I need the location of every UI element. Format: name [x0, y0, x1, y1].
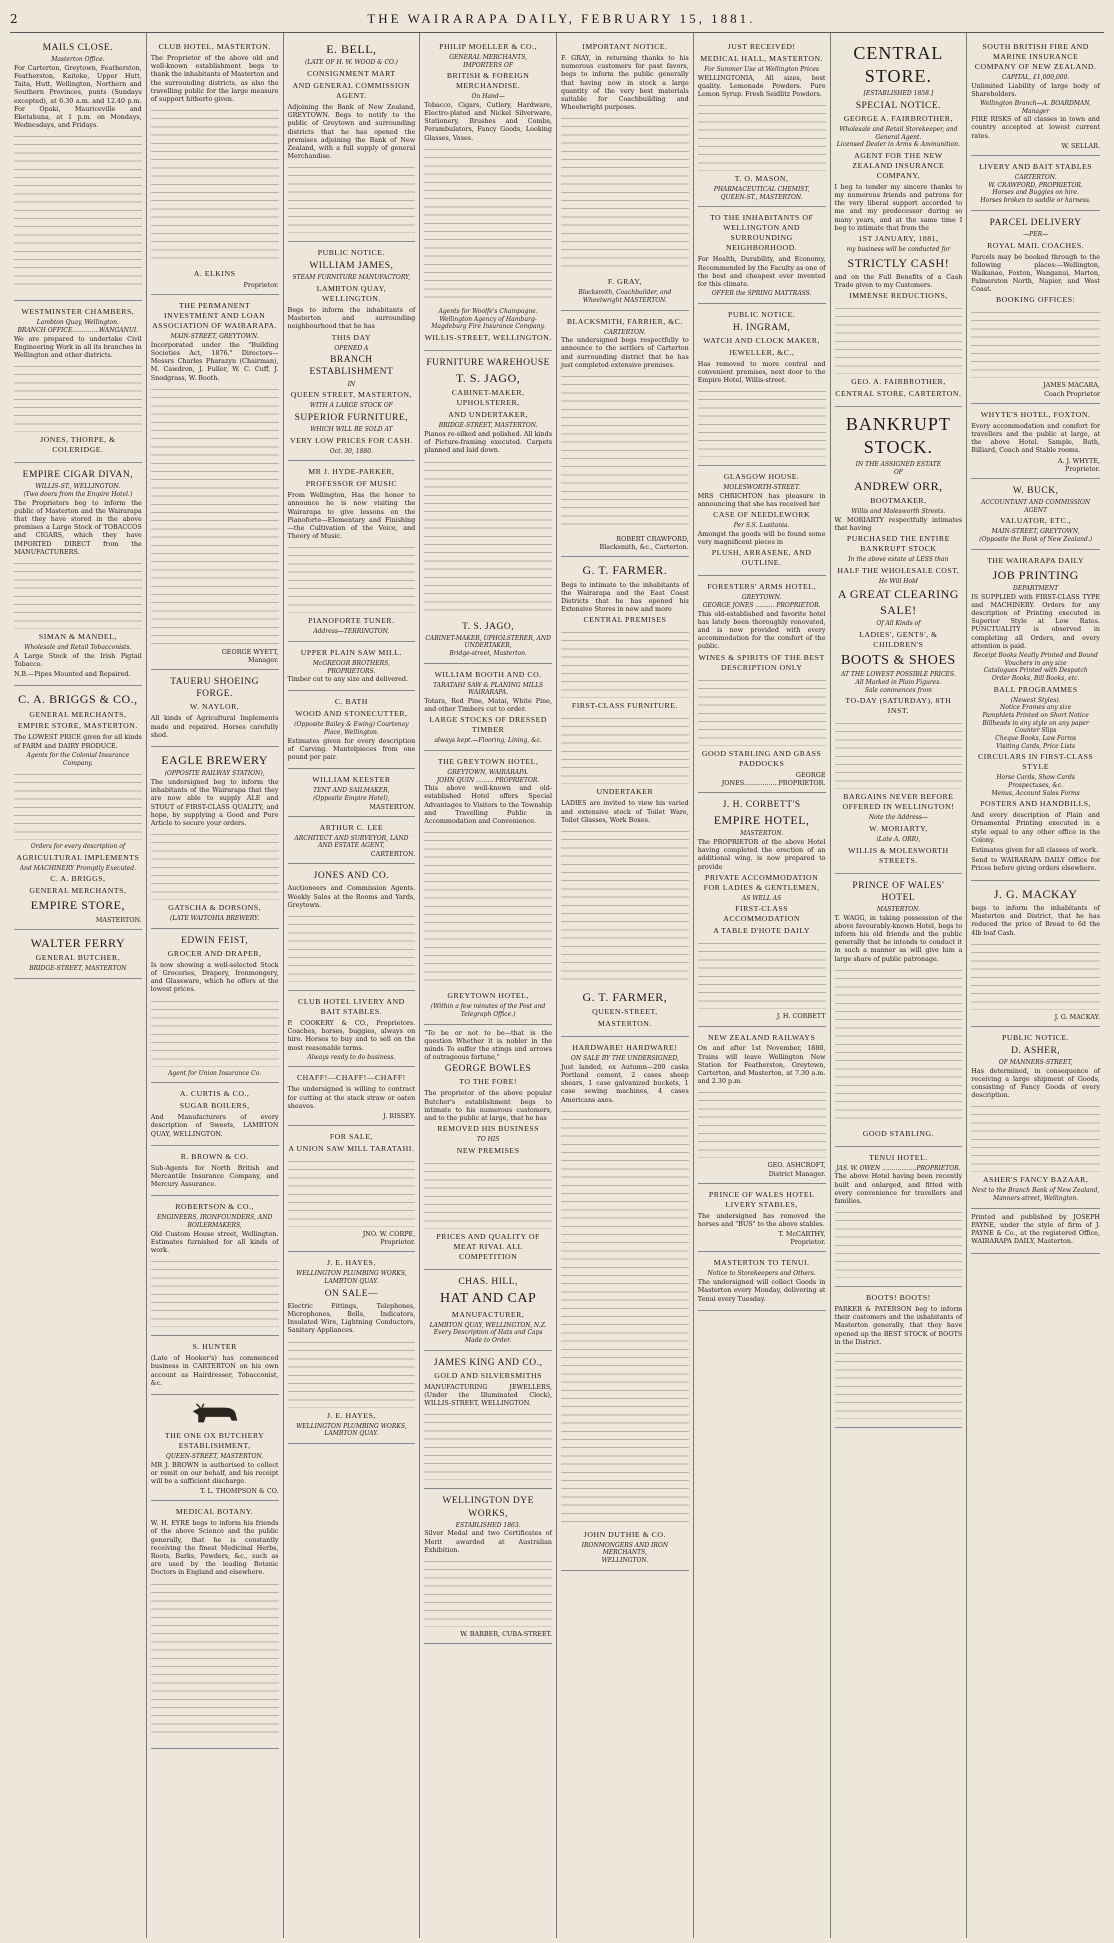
ad-foresters-arms: FORESTERS' ARMS HOTEL, GREYTOWN. GEORGE JONES .......... PROPRIETOR. This old-established and favorite hotel has lately been thoroughly renovated, and is now provided with every accommodation for the comfort of the public. WINES & SPIRITS OF THE BEST DESCRIPTION ONLY GOOD STABLING AND GRASS PADDOCKS GEORGE JONES.................PROPRIETOR. [698, 576, 826, 793]
ad-bell: E. BELL, (LATE OF H. W. WOOD & CO.) CONSIGNMENT MART AND GENERAL COMMISSION AGENT. Adjoining the Bank of New Zealand, GREYTOWN. Begs to notify to the public of Greytown and surrounding districts that he has opened the premises adjoining the Bank of New Zealand, with a full supply of general Merchandise. [288, 36, 416, 242]
ad-tenui-carrier: MASTERTON TO TENUI. Notice to Storekeepers and Others. The undersigned will collect Goods in Masterton every Monday, delivering at Tenui every Tuesday. [698, 1252, 826, 1310]
ad-empire-hotel: J. H. CORBETT'S EMPIRE HOTEL, MASTERTON. The PROPRIETOR of the above Hotel having completed the erection of an additional wing, is now prepared to provide PRIVATE ACCOMMODATION FOR LADIES & GENTLEMEN, AS WELL AS FIRST-CLASS ACCOMMODATION A TABLE D'HOTE DAILY J. H. CORBETT [698, 793, 826, 1027]
ad-king: JAMES KING AND CO., GOLD AND SILVERSMITHS MANUFACTURING JEWELLERS, (Under the Illuminated Clock), WILLIS-STREET, WELLINGTON. [424, 1351, 552, 1490]
page-number: 2 [10, 12, 19, 26]
ad-mattrass: TO THE INHABITANTS OF WELLINGTON AND SURROUNDING NEIGHBORHOOD. For Health, Durability, and Economy, Recommended by the Faculty as one of the best and cheapest ever invented for this climate. OFFER the SPRING MATTRASS. [698, 207, 826, 303]
ad-saw-mill: UPPER PLAIN SAW MILL. McGREGOR BROTHERS, PROPRIETORS. Timber cut to any size and delivered. [288, 642, 416, 692]
ad-crawford-livery: LIVERY AND BAIT STABLES CARTERTON. W. CRAWFORD, PROPRIETOR. Horses and Buggies on hire. Horses broken to saddle or harness. [971, 156, 1100, 211]
ad-jago: FURNITURE WAREHOUSE T. S. JAGO, CABINET-MAKER, UPHOLSTERER, AND UNDERTAKER, BRIDGE-STREET, MASTERTON. Pianos re-silked and polished. All kinds of Picture-framing executed. Carpets planned and laid down. T. S. JAGO, CABINET-MAKER, UPHOLSTERER, AND UNDERTAKER, Bridge-street, Masterton. [424, 351, 552, 664]
ad-william-james: PUBLIC NOTICE. WILLIAM JAMES, STEAM FURNITURE MANUFACTORY, LAMBTON QUAY, WELLINGTON. Begs to inform the inhabitants of Masterton and surrounding neighbourhood that he has THIS DAY OPENED A BRANCH ESTABLISHMENT IN QUEEN STREET, MASTERTON, WITH A LARGE STOCK OF SUPERIOR FURNITURE, WHICH WILL BE SOLD AT VERY LOW PRICES FOR CASH. Oct. 30, 1880. [288, 242, 416, 461]
ad-glasgow-house: GLASGOW HOUSE. MOLESWORTH-STREET. MRS CHRICHTON has pleasure in announcing that she has received her CASE OF NEEDLEWORK Per S.S. Lusitania. Amongst the goods will be found some very magnificent pieces in PLUSH, ARRASENE, AND OUTLINE. [698, 466, 826, 576]
ad-tenui-hotel: TENUI HOTEL. JAS. W. OWEN ..................PROPRIETOR. The above Hotel having been recently built and enlarged, and fitted with every convenience for travellers and families. [835, 1147, 963, 1287]
ad-ferry: WALTER FERRY GENERAL BUTCHER, BRIDGE-STREET, MASTERTON [14, 930, 142, 979]
ad-club-livery: CLUB HOTEL LIVERY AND BAIT STABLES. P. COOKERY & CO., Proprietors. Coaches, horses, buggies, always on hire. Horses to buy and to sell on the most reasonable terms. Always ready to do business. [288, 991, 416, 1067]
ad-hunter: S. HUNTER (Late of Hooker's) has commenced business in CARTERTON on his own account as Hairdresser, Tobacconist, &c. [151, 1336, 279, 1395]
ad-westminster: WESTMINSTER CHAMBERS, Lambton Quay, Wellington. BRANCH OFFICE..............WANGANUI. We are prepared to undertake Civil Engineering Work in all its branches in Wellington and other districts. JONES, THORPE, & COLERIDGE. [14, 301, 142, 463]
ad-heading: MAILS CLOSE. [42, 43, 114, 53]
ad-mails: MAILS CLOSE. Masterton Office. For Carterton, Greytown, Featherston, Featherston, Kaitoke, Upper Hutt, Taita, Hutt, Wellington, Northern and Southern Provinces, punts (Sundays excepted), at 6.30 a.m. and 12.40 p.m. For Opaki, Mauriceville and Eketahuna, at 1 p.m. on Mondays, Wednesdays, and Fridays. [14, 36, 142, 301]
columns [10, 33, 1104, 1938]
ad-parcel-delivery: PARCEL DELIVERY —PER— ROYAL MAIL COACHES. Parcels may be booked through to the following places:—Wellington, Waikanae, Foxton, Wanganui, Marton, Palmerston North, Napier, and West Coast. BOOKING OFFICES: JAMES MACARA, Coach Proprietor [971, 211, 1100, 404]
ad-lee: ARTHUR C. LEE ARCHITECT AND SURVEYOR, LAND AND ESTATE AGENT, CARTERTON. [288, 817, 416, 865]
ad-brown: R. BROWN & CO. Sub-Agents for North British and Mercantile Insurance Company, and Mercury Assurance. [151, 1146, 279, 1197]
ad-hayes: J. E. HAYES, WELLINGTON PLUMBING WORKS, LAMBTON QUAY. ON SALE— Electric Fittings, Telephones, Microphones, Bells, Indicators, Insulated Wire, Lightning Conductors, Sanitary Appliances. J. E. HAYES, WELLINGTON PLUMBING WORKS, LAMBTON QUAY. [288, 1252, 416, 1444]
column-6 [694, 33, 831, 1938]
ad-farmer: G. T. FARMER. Begs to intimate to the inhabitants of the Wairarapa and the East Coast Districts that he has opened his Extensive Stores in new and more CENTRAL PREMISES FIRST-CLASS FURNITURE. UNDERTAKER LADIES are invited to view his varied and extensive stock of Toilet Ware, Toilet Glasses, Work Boxes. G. T. FARMER, QUEEN-STREET, MASTERTON. [561, 557, 689, 1037]
ad-south-british: SOUTH BRITISH FIRE AND MARINE INSURANCE COMPANY OF NEW ZEALAND. CAPITAL, £1,000,000. Unlimited Liability of large body of Shareholders. Wellington Branch—A. BOARDMAN, Manager FIRE RISKS of all classes in town and country accepted at lowest current rates. W. SELLAR. [971, 36, 1100, 156]
ad-hardware: HARDWARE! HARDWARE! ON SALE BY THE UNDERSIGNED, Just landed, ex Autumn—200 casks Portland cement, 2 cases sheep shears, 1 case galvanized buckets, 1 case sewing machines, 4 cases Americans axes. JOHN DUTHIE & CO. IRONMONGERS AND IRON MERCHANTS, WELLINGTON. [561, 1037, 689, 1571]
column-8 [967, 33, 1104, 1938]
ad-railways: NEW ZEALAND RAILWAYS On and after 1st November, 1880, Trains will leave Wellington New Station for Featherston, Greytown, Carterton, and Masterton, at 7.30 a.m. and 2.30 p.m. GEO. ASHCROFT, District Manager. [698, 1027, 826, 1184]
ad-bankrupt-stock: BANKRUPT STOCK. IN THE ASSIGNED ESTATE OF ANDREW ORR, BOOTMAKER, Willis and Molesworth Streets. W. MORIARTY respectfully intimates that having PURCHASED THE ENTIRE BANKRUPT STOCK In the above estate at LESS than HALF THE WHOLESALE COST, He Will Hold A GREAT CLEARING SALE! Of All Kinds of LADIES', GENTS', & CHILDREN'S BOOTS & SHOES AT THE LOWEST POSSIBLE PRICES. All Marked in Plain Figures. Sale commences from TO-DAY (SATURDAY), 8TH INST. BARGAINS NEVER BEFORE OFFERED IN WELLINGTON! Note the Address— W. MORIARTY, (Late A. ORR), WILLIS & MOLESWORTH STREETS. [835, 407, 963, 873]
ad-central-store: CENTRAL STORE. [ESTABLISHED 1858.] SPECIAL NOTICE. GEORGE A. FAIRBROTHER, Wholesale and Retail Storekeeper, and General Agent. Licensed Dealer in Arms & Ammunition. AGENT FOR THE NEW ZEALAND INSURANCE COMPANY, I beg to tender my sincere thanks to my numerous friends and patrons for the very liberal support accorded to me and my predecessor during so many years, and at the same time I beg to intimate that from the 1ST JANUARY, 1881, my business will be conducted for STRICTLY CASH! and on the Full Benefits of a Cash Trade given to my Customers. IMMENSE REDUCTIONS, GEO. A. FAIRBROTHER, CENTRAL STORE, CARTERTON. [835, 36, 963, 407]
ad-job-printing: THE WAIRARAPA DAILY JOB PRINTING DEPARTMENT IS SUPPLIED with FIRST-CLASS TYPE and MACHINERY. Orders for any description of Printing executed in Superior Style at Low Rates. PUNCTUALITY is observed in completing all Orders, and every attention is paid. Receipt Books Neatly Printed and Bound Vouchers in any size Catalogues Printed with Despatch Order Books, Bill Books, etc. BALL PROGRAMMES (Newest Styles). Notice Frames any size Pamphlets Printed on Short Notice Billheads in any style on any paper Counter Slips Cheque Books, Law Forms Visiting Cards, Price Lists CIRCULARS IN FIRST-CLASS STYLE Horse Cards, Show Cards Prospectuses, &c. Menus, Account Sales Forms POSTERS AND HANDBILLS, And every description of Plain and Ornamental Printing executed in a style equal to any other office in the Colony. Estimates given for all classes of work. Send to WAIRARAPA DAILY Office for Prices before giving orders elsewhere. [971, 550, 1100, 881]
ad-bath: C. BATH WOOD AND STONECUTTER, (Opposite Bailey & Ewing) Courtenay Place, Wellington. Estimates given for every description of Carving. Mantelpieces from one pound per pair. [288, 691, 416, 769]
ox-icon [187, 1402, 243, 1428]
column-4 [420, 33, 557, 1938]
ad-hill: CHAS. HILL, HAT AND CAP MANUFACTURER, LAMBTON QUAY, WELLINGTON, N.Z. Every Description of Hats and Caps Made to Order. [424, 1270, 552, 1351]
ad-medical-hall: JUST RECEIVED! MEDICAL HALL, MASTERTON. For Summer Use at Wellington Prices WELLINGTONIA, All sizes, best quality. Lemonade Powders. Pure Lemon Syrup. Fresh Seidlitz Powders. T. O. MASON, PHARMACEUTICAL CHEMIST, QUEEN-ST., MASTERTON. [698, 36, 826, 207]
ad-butchery: THE ONE OX BUTCHERY ESTABLISHMENT, QUEEN-STREET, MASTERTON. MR J. BROWN is authorised to collect or remit on our behalf, and his receipt will be a sufficient discharge. T. L. THOMPSON & CO. [151, 1395, 279, 1501]
ad-crawford-smith: BLACKSMITH, FARRIER, &C. CARTERTON. The undersigned begs respectfully to announce to the settlers of Carterton and surrounding district that he has just completed extensive premises. ROBERT CRAWFORD, Blacksmith, &c., Carterton. [561, 311, 689, 558]
ad-club-hotel: CLUB HOTEL, MASTERTON. The Proprietor of the above old and well-known establishment begs to thank the inhabitants of Masterton and the surrounding districts, as also the travelling public for the large measure of support hitherto given. A. ELKINS Proprietor. [151, 36, 279, 295]
ad-robertson: ROBERTSON & CO., ENGINEERS, IRONFOUNDERS, AND BOILERMAKERS, Old Custom House street, Wellington. Estimates furnished for all kinds of work. [151, 1196, 279, 1336]
ad-booth: WILLIAM BOOTH AND CO. TARATAHI SAW & PLANING MILLS WAIRARAPA. Totara, Red Pine, Matai, White Pine, and other Timbers cut to order. LARGE STOCKS OF DRESSED TIMBER always kept.—Flooring, Lining, &c. [424, 664, 552, 751]
ad-jones: JONES AND CO. Auctioneers and Commission Agents. Weekly Sales at the Rooms and Yards, Greytown. [288, 864, 416, 991]
ad-greytown-hotel: THE GREYTOWN HOTEL, GREYTOWN, WAIRARAPA. JOHN QUIN ......... PROPRIETOR. This above well-known and old-established Hotel offers Special Advantages to Visitors to the Township and Travelling Public in Accommodation and Convenience. GREYTOWN HOTEL, (Within a few minutes of the Post and Telegraph Office.) [424, 751, 552, 1025]
ad-asher: PUBLIC NOTICE. D. ASHER, OF MANNERS-STREET, Has determined, in consequence of receiving a large shipment of Goods, consisting of Fancy Goods of every description. ASHER'S FANCY BAZAAR, Next to the Branch Bank of New Zealand, Manners-street, Wellington. [971, 1027, 1100, 1209]
ad-medical-botany: MEDICAL BOTANY. W. H. EYRE begs to inform his friends of the above Science and the public generally, that he is constantly receiving the finest Medicinal Herbs, Roots, Barks, Powders, &c., such as are used by the leading Botanic Doctors in England and elsewhere. [151, 1501, 279, 1748]
column-3 [284, 33, 421, 1938]
ad-bowles: "To be or not to be—that is the question Whether it is nobler in the minds To suffer the stings and arrows of outrageous fortune," GEORGE BOWLES TO THE FORE! The proprietor of the above popular Butcher's establishment begs to intimate to his numerous customers, and to the public at large, that he has REMOVED HIS BUSINESS TO HIS NEW PREMISES PRICES AND QUALITY OF MEAT RIVAL ALL COMPETITION [424, 1025, 552, 1270]
ad-eagle-brewery: EAGLE BREWERY (OPPOSITE RAILWAY STATION), The undersigned beg to inform the inhabitants of the Wairarapa that they are now able to supply ALE and STOUT of FIRST-CLASS QUALITY, and hope, by supplying a Good and Pure Article to secure your orders. GATSCHA & DORSONS, (LATE WAITOHIA BREWERY. [151, 747, 279, 929]
ad-hyde-parker: MR J. HYDE-PARKER, PROFESSOR OF MUSIC From Wellington, Has the honor to announce he is now visiting the Wairarapa to give lessons on the Pianoforte—Elementary and Finishing—the Cultivation of the Voice, and Theory of Music. PIANOFORTE TUNER. Address—TERRINGTON. [288, 461, 416, 642]
ad-livery-stables: PRINCE OF WALES HOTEL LIVERY STABLES, The undersigned has removed the horses and "BUS" to the above stables. T. McCARTHY, Proprietor. [698, 1184, 826, 1253]
ad-feist: EDWIN FEIST, GROCER AND DRAPER, Is now showing a well-selected Stock of Groceries, Drapery, Ironmongery, and Glassware, which he offers at the lowest prices. Agent for Union Insurance Co. [151, 929, 279, 1084]
column-5 [557, 33, 694, 1938]
masthead [10, 6, 1104, 33]
ad-moeller: PHILIP MOELLER & CO., GENERAL MERCHANTS, IMPORTERS OF BRITISH & FOREIGN MERCHANDISE. On Hand— Tobacco, Cigars, Cutlery, Hardware, Electro-plated and Nickel Silverware, Stationery, Brushes and Combs, Perambulators, Fancy Goods, Looking Glasses, Vases. Agents for Woolfe's Champagne. Wellington Agency of Hamburg-Magdeburg Fire Insurance Company. WILLIS-STREET, WELLINGTON. [424, 36, 552, 351]
ad-briggs: C. A. BRIGGS & CO., GENERAL MERCHANTS, EMPIRE STORE, MASTERTON. The LOWEST PRICE given for all kinds of FARM and DAIRY PRODUCE. Agents for the Colonial Insurance Company. Orders for every description of AGRICULTURAL IMPLEMENTS And MACHINERY Promptly Executed. C. A. BRIGGS, GENERAL MERCHANTS, EMPIRE STORE, MASTERTON. [14, 686, 142, 930]
ad-curtis: A. CURTIS & CO., SUGAR BOILERS, And Manufacturers of every description of Sweets, LAMBTON QUAY, WELLINGTON. [151, 1083, 279, 1146]
ad-mackay: J. G. MACKAY begs to inform the inhabitants of Masterton and District, that he has reduced the price of Bread to 6d the 4lb loaf Cash. J. G. MACKAY. [971, 881, 1100, 1027]
ad-dye-works: WELLINGTON DYE WORKS, ESTABLISHED 1863. Silver Medal and two Certificates of Merit awarded at Australian Exhibition. W. BARBER, CUBA-STREET. [424, 1489, 552, 1644]
column-7 [831, 33, 968, 1938]
ad-chaff: CHAFF!—CHAFF!—CHAFF! The undersigned is willing to contract for cutting at the stack straw or oaten sheaves. J. BISSEY. [288, 1067, 416, 1126]
ad-ingram: PUBLIC NOTICE. H. INGRAM, WATCH AND CLOCK MAKER, JEWELLER, &C., Has removed to more central and convenient premises, next door to the Empire Hotel, Willis-street. [698, 304, 826, 467]
column-1 [10, 33, 147, 1938]
ad-for-sale: FOR SALE, A UNION SAW MILL TARATAHI. JNO. W. CORPE, Proprietor. [288, 1126, 416, 1252]
ad-building-society: THE PERMANENT INVESTMENT AND LOAN ASSOCIATION OF WAIRARAPA. MAIN-STREET, GREYTOWN. Incorporated under the "Building Societies Act, 1876." Directors—Messrs Charles Pharazyn (Chairman), M. Cawdron, J. Fuller, W. C. Cuff, J. Snodgrass, W. Booth. GEORGE WYETT, Manager. [151, 295, 279, 670]
ad-prince-of-wales: PRINCE OF WALES' HOTEL MASTERTON. T. WAGG, in taking possession of the above favourably-known Hotel, begs to inform his old friends and the public generally that he intends to conduct it in such a manner as will give him a large share of public patronage. GOOD STABLING. [835, 874, 963, 1147]
ad-taueru-forge: TAUERU SHOEING FORGE. W. NAYLOR, All kinds of Agricultural Implements made and repaired. Horses carefully shod. [151, 670, 279, 747]
ad-boots: BOOTS! BOOTS! PARKER & PATERSON beg to inform their customers and the inhabitants of Masterton generally, that they have opened up the BEST STOCK of BOOTS in the District. [835, 1287, 963, 1428]
ad-whyte-hotel: WHYTE'S HOTEL, FOXTON. Every accommodation and comfort for travellers and the public at large, at the above Hotel. Sample, Bath, Billiard, Coach and Stable rooms. A. J. WHYTE, Proprietor. [971, 404, 1100, 479]
ad-keester: WILLIAM KEESTER TENT AND SAILMAKER, (Opposite Empire Hotel), MASTERTON. [288, 769, 416, 817]
newspaper-title: THE WAIRARAPA DAILY, FEBRUARY 15, 1881. [367, 11, 756, 26]
ad-buck: W. BUCK, ACCOUNTANT AND COMMISSION AGENT VALUATOR, ETC., MAIN-STREET, GREYTOWN, (Opposite the Bank of New Zealand.) [971, 479, 1100, 550]
ad-empire-cigar: EMPIRE CIGAR DIVAN, WILLIS-ST., WELLINGTON. (Two doors from the Empire Hotel.) The Proprietors beg to inform the public of Masterton and the Wairarapa that they have stored in the above premises a Large Stock of TOBACCOS and CIGARS, which they have IMPORTED DIRECT from the MANUFACTURERS. SIMAN & MANDEL, Wholesale and Retail Tobacconists. A Large Stock of the Irish Pigtail Tobacco. N.B.—Pipes Mounted and Repaired. [14, 463, 142, 686]
ad-gray: IMPORTANT NOTICE. F. GRAY, in returning thanks to his numerous customers for past favors, begs to inform the public generally that having now in stock a large quantity of the very best materials suitable for Coachbuilding and Wheelwright purposes. F. GRAY, Blacksmith, Coachbuilder, and Wheelwright MASTERTON. [561, 36, 689, 311]
text-lines [14, 132, 142, 292]
column-2 [147, 33, 284, 1938]
imprint: Printed and published by JOSEPH PAYNE, under the style of firm of J. PAYNE & Co., at the registered Office, WAIRARAPA DAILY, Masterton. [971, 1209, 1100, 1254]
